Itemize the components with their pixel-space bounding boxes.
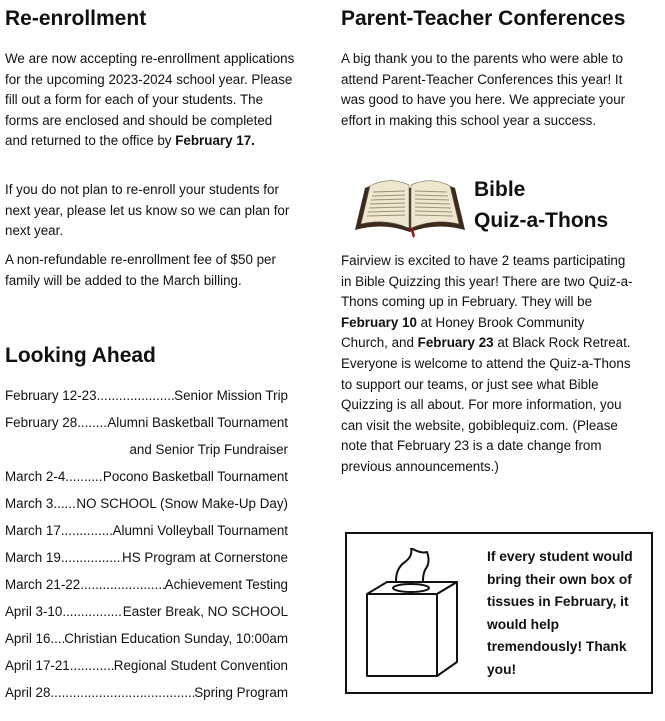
ptc-body: A big thank you to the parents who were able to attend Parent-Teacher Conferences this year! It was good to have you here. We appreciate your effort in making this school year a success. bbox=[341, 51, 626, 128]
schedule-row bbox=[5, 571, 288, 598]
reenrollment-heading: Re-enrollment bbox=[5, 7, 147, 30]
schedule-row bbox=[5, 679, 288, 706]
tissue-notice-text: If every student would bring their own box of tissues in February, it would help tremendously! Thank you! bbox=[487, 549, 633, 677]
reenrollment-deadline: February 17. bbox=[175, 133, 255, 149]
bible-text-1: Fairview is excited to have 2 teams participating in Bible Quizzing this year! There are two Quiz-a-Thons coming up in February. They will be bbox=[341, 253, 633, 310]
bible-heading-line-2: Quiz-a-Thons bbox=[474, 209, 609, 232]
looking-ahead-heading: Looking Ahead bbox=[5, 344, 156, 367]
schedule-event: Pocono Basketball Tournament bbox=[102, 469, 288, 484]
schedule-event: Alumni Volleyball Tournament bbox=[112, 523, 288, 538]
schedule-row bbox=[5, 463, 288, 490]
schedule-date: March 19 bbox=[5, 550, 61, 565]
open-bible-icon bbox=[351, 174, 469, 240]
schedule-row bbox=[5, 652, 288, 679]
schedule-row bbox=[5, 598, 288, 625]
schedule-event: Spring Program bbox=[194, 685, 288, 700]
schedule-row bbox=[5, 517, 288, 544]
tissue-box-icon bbox=[361, 548, 461, 680]
bible-date-2: February 23 bbox=[417, 335, 494, 351]
schedule-date: April 28 bbox=[5, 685, 51, 700]
reenrollment-paragraph-1 bbox=[5, 49, 295, 152]
schedule-date: March 3 bbox=[5, 496, 54, 511]
bible-text-2: at Honey Brook Community Church, and bbox=[341, 314, 585, 351]
bible-heading bbox=[474, 174, 608, 236]
schedule-row bbox=[5, 544, 288, 571]
schedule-list bbox=[5, 382, 288, 706]
schedule-row bbox=[5, 382, 288, 409]
schedule-event: Alumni Basketball Tournament bbox=[107, 415, 288, 430]
reenrollment-p1-text: We are now accepting re-enrollment applications for the upcoming 2023-2024 school year. Please fill out a form for each of your students. The forms are enclosed and should be completed and returned to the office by bbox=[5, 51, 295, 149]
schedule-event: NO SCHOOL (Snow Make-Up Day) bbox=[76, 496, 288, 511]
reenrollment-paragraph-3: A non-refundable re-enrollment fee of $50 per family will be added to the March billing. bbox=[5, 252, 276, 288]
schedule-event: Senior Mission Trip bbox=[174, 388, 288, 403]
tissue-notice bbox=[345, 532, 653, 694]
schedule-event: Christian Education Sunday, 10:00am bbox=[64, 631, 288, 646]
schedule-date: March 2-4 bbox=[5, 469, 66, 484]
schedule-row bbox=[5, 625, 288, 652]
schedule-date: February 28 bbox=[5, 415, 78, 430]
bible-date-1: February 10 bbox=[341, 314, 417, 330]
schedule-date: March 21-22 bbox=[5, 577, 81, 592]
schedule-date: April 3-10 bbox=[5, 604, 63, 619]
schedule-date: February 12-23 bbox=[5, 388, 97, 403]
schedule-event: Achievement Testing bbox=[164, 577, 288, 592]
schedule-event: HS Program at Cornerstone bbox=[122, 550, 288, 565]
schedule-date: March 17 bbox=[5, 523, 61, 538]
schedule-continuation: and Senior Trip Fundraiser bbox=[129, 442, 288, 457]
bible-text-3: at Black Rock Retreat. Everyone is welcome to attend the Quiz-a-Thons to support our teams, or just see what Bible Quizzing is all about. For more information, you can visit the website, gobiblequiz.com. (Please note that February 23 is a date change from previous announcements.) bbox=[341, 335, 631, 474]
schedule-date: April 17-21 bbox=[5, 658, 70, 673]
bible-body bbox=[341, 251, 633, 478]
schedule-event: Regional Student Convention bbox=[113, 658, 288, 673]
schedule-row bbox=[5, 490, 288, 517]
schedule-event: Easter Break, NO SCHOOL bbox=[122, 604, 288, 619]
reenrollment-paragraph-2: If you do not plan to re-enroll your students for next year, please let us know so we can plan for next year. bbox=[5, 182, 290, 239]
schedule-row bbox=[5, 409, 288, 436]
bible-heading-line-1: Bible bbox=[474, 178, 526, 201]
schedule-date: April 16 bbox=[5, 631, 51, 646]
ptc-heading: Parent-Teacher Conferences bbox=[341, 7, 626, 30]
